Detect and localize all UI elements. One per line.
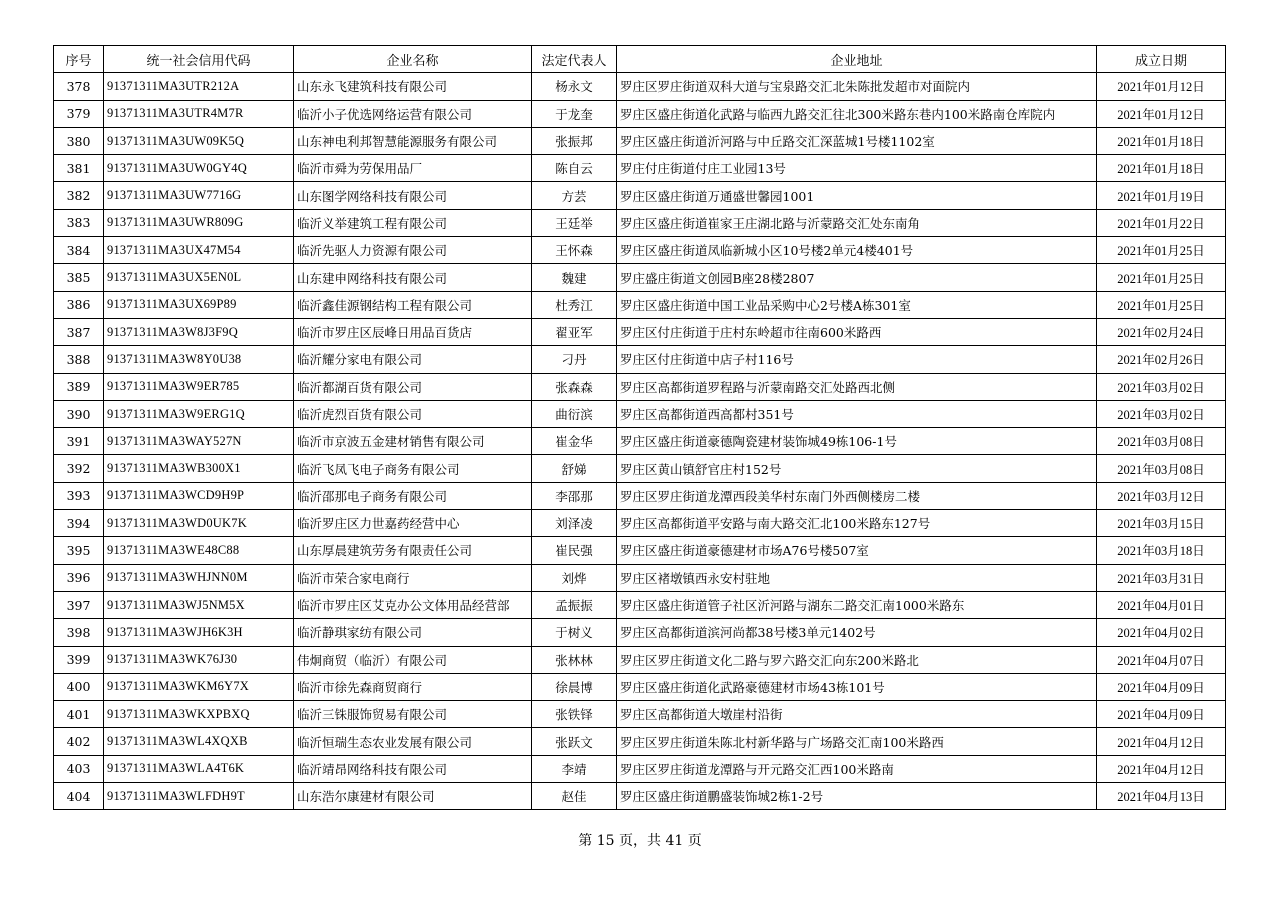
cell-credit-code: 91371311MA3UW09K5Q — [104, 127, 294, 154]
cell-credit-code: 91371311MA3WJ5NM5X — [104, 591, 294, 618]
table-row — [54, 455, 1226, 482]
cell-address: 罗庄区盛庄街道凤临新城小区10号楼2单元4楼401号 — [617, 237, 1097, 264]
cell-company-name: 山东图学网络科技有限公司 — [294, 182, 532, 209]
cell-credit-code: 91371311MA3WLA4T6K — [104, 755, 294, 782]
table-row — [54, 428, 1226, 455]
cell-serial-no: 383 — [54, 209, 104, 236]
table-row — [54, 646, 1226, 673]
cell-company-name: 临沂鑫佳源钢结构工程有限公司 — [294, 291, 532, 318]
cell-established-date: 2021年04月12日 — [1097, 755, 1226, 782]
cell-address: 罗庄区高都街道滨河尚都38号楼3单元1402号 — [617, 619, 1097, 646]
cell-established-date: 2021年01月12日 — [1097, 100, 1226, 127]
table-row — [54, 591, 1226, 618]
cell-serial-no: 381 — [54, 155, 104, 182]
cell-legal-rep: 于龙奎 — [532, 100, 617, 127]
cell-established-date: 2021年01月25日 — [1097, 237, 1226, 264]
cell-serial-no: 379 — [54, 100, 104, 127]
table-row — [54, 537, 1226, 564]
table-row — [54, 127, 1226, 154]
cell-credit-code: 91371311MA3UTR4M7R — [104, 100, 294, 127]
cell-legal-rep: 魏建 — [532, 264, 617, 291]
cell-legal-rep: 翟亚军 — [532, 318, 617, 345]
cell-company-name: 临沂市罗庄区辰峰日用品百货店 — [294, 318, 532, 345]
cell-address: 罗庄区盛庄街道中国工业品采购中心2号楼A栋301室 — [617, 291, 1097, 318]
cell-company-name: 临沂恒瑞生态农业发展有限公司 — [294, 728, 532, 755]
table-row — [54, 73, 1226, 100]
cell-established-date: 2021年04月07日 — [1097, 646, 1226, 673]
cell-legal-rep: 杜秀江 — [532, 291, 617, 318]
cell-address: 罗庄区盛庄街道万通盛世馨园1001 — [617, 182, 1097, 209]
cell-established-date: 2021年04月12日 — [1097, 728, 1226, 755]
table-body — [54, 73, 1226, 810]
cell-credit-code: 91371311MA3WAY527N — [104, 428, 294, 455]
cell-credit-code: 91371311MA3WD0UK7K — [104, 510, 294, 537]
cell-credit-code: 91371311MA3WLFDH9T — [104, 783, 294, 810]
cell-company-name: 伟炯商贸（临沂）有限公司 — [294, 646, 532, 673]
cell-serial-no: 396 — [54, 564, 104, 591]
cell-serial-no: 380 — [54, 127, 104, 154]
table-row — [54, 100, 1226, 127]
cell-legal-rep: 张跃文 — [532, 728, 617, 755]
cell-legal-rep: 赵佳 — [532, 783, 617, 810]
cell-established-date: 2021年01月19日 — [1097, 182, 1226, 209]
cell-established-date: 2021年04月09日 — [1097, 673, 1226, 700]
cell-established-date: 2021年03月08日 — [1097, 428, 1226, 455]
table-row — [54, 182, 1226, 209]
cell-address: 罗庄区高都街道罗程路与沂蒙南路交汇处路西北侧 — [617, 373, 1097, 400]
cell-legal-rep: 崔金华 — [532, 428, 617, 455]
cell-established-date: 2021年01月25日 — [1097, 291, 1226, 318]
cell-serial-no: 402 — [54, 728, 104, 755]
cell-legal-rep: 李靖 — [532, 755, 617, 782]
cell-address: 罗庄区盛庄街道化武路与临西九路交汇往北300米路东巷内100米路南仓库院内 — [617, 100, 1097, 127]
cell-company-name: 临沂市罗庄区艾克办公文体用品经营部 — [294, 591, 532, 618]
cell-credit-code: 91371311MA3WJH6K3H — [104, 619, 294, 646]
cell-address: 罗庄区盛庄街道沂河路与中丘路交汇深蓝城1号楼1102室 — [617, 127, 1097, 154]
cell-legal-rep: 王怀森 — [532, 237, 617, 264]
cell-legal-rep: 曲衍滨 — [532, 400, 617, 427]
cell-serial-no: 394 — [54, 510, 104, 537]
table-row — [54, 701, 1226, 728]
cell-legal-rep: 张森森 — [532, 373, 617, 400]
cell-address: 罗庄区罗庄街道朱陈北村新华路与广场路交汇南100米路西 — [617, 728, 1097, 755]
cell-serial-no: 401 — [54, 701, 104, 728]
table-row — [54, 673, 1226, 700]
cell-credit-code: 91371311MA3UTR212A — [104, 73, 294, 100]
cell-credit-code: 91371311MA3WE48C88 — [104, 537, 294, 564]
cell-legal-rep: 崔民强 — [532, 537, 617, 564]
cell-address: 罗庄区罗庄街道双科大道与宝泉路交汇北朱陈批发超市对面院内 — [617, 73, 1097, 100]
cell-established-date: 2021年01月12日 — [1097, 73, 1226, 100]
header-row — [54, 46, 1226, 73]
cell-established-date: 2021年03月31日 — [1097, 564, 1226, 591]
cell-address: 罗庄区罗庄街道文化二路与罗六路交汇向东200米路北 — [617, 646, 1097, 673]
table-row — [54, 209, 1226, 236]
enterprise-table — [53, 45, 1226, 810]
cell-established-date: 2021年03月02日 — [1097, 400, 1226, 427]
cell-company-name: 山东建申网络科技有限公司 — [294, 264, 532, 291]
cell-serial-no: 397 — [54, 591, 104, 618]
cell-legal-rep: 刘烨 — [532, 564, 617, 591]
cell-serial-no: 384 — [54, 237, 104, 264]
table-row — [54, 400, 1226, 427]
cell-serial-no: 403 — [54, 755, 104, 782]
cell-credit-code: 91371311MA3WHJNN0M — [104, 564, 294, 591]
cell-serial-no: 398 — [54, 619, 104, 646]
table-row — [54, 237, 1226, 264]
table-row — [54, 373, 1226, 400]
cell-address: 罗庄区黄山镇舒官庄村152号 — [617, 455, 1097, 482]
cell-company-name: 临沂飞凤飞电子商务有限公司 — [294, 455, 532, 482]
cell-company-name: 临沂义举建筑工程有限公司 — [294, 209, 532, 236]
cell-established-date: 2021年03月18日 — [1097, 537, 1226, 564]
cell-legal-rep: 陈自云 — [532, 155, 617, 182]
cell-legal-rep: 刁丹 — [532, 346, 617, 373]
header-serial-no: 序号 — [54, 46, 104, 73]
cell-serial-no: 378 — [54, 73, 104, 100]
cell-address: 罗庄付庄街道付庄工业园13号 — [617, 155, 1097, 182]
cell-credit-code: 91371311MA3WKM6Y7X — [104, 673, 294, 700]
cell-company-name: 临沂罗庄区力世嘉药经营中心 — [294, 510, 532, 537]
cell-company-name: 临沂耀分家电有限公司 — [294, 346, 532, 373]
cell-credit-code: 91371311MA3WK76J30 — [104, 646, 294, 673]
table-row — [54, 755, 1226, 782]
cell-legal-rep: 张铁铎 — [532, 701, 617, 728]
cell-address: 罗庄区高都街道大墩崖村沿街 — [617, 701, 1097, 728]
header-established-date: 成立日期 — [1097, 46, 1226, 73]
cell-serial-no: 386 — [54, 291, 104, 318]
cell-address: 罗庄区盛庄街道鹏盛装饰城2栋1-2号 — [617, 783, 1097, 810]
cell-address: 罗庄区付庄街道中店子村116号 — [617, 346, 1097, 373]
table-header — [54, 46, 1226, 73]
cell-serial-no: 385 — [54, 264, 104, 291]
cell-address: 罗庄区罗庄街道龙潭西段美华村东南门外西侧楼房二楼 — [617, 482, 1097, 509]
cell-legal-rep: 孟振振 — [532, 591, 617, 618]
cell-company-name: 临沂虎烈百货有限公司 — [294, 400, 532, 427]
table-row — [54, 564, 1226, 591]
cell-address: 罗庄区盛庄街道豪德建材市场A76号楼507室 — [617, 537, 1097, 564]
cell-address: 罗庄区褚墩镇西永安村驻地 — [617, 564, 1097, 591]
cell-legal-rep: 方芸 — [532, 182, 617, 209]
cell-credit-code: 91371311MA3W8J3F9Q — [104, 318, 294, 345]
cell-credit-code: 91371311MA3WB300X1 — [104, 455, 294, 482]
cell-credit-code: 91371311MA3UX69P89 — [104, 291, 294, 318]
cell-serial-no: 390 — [54, 400, 104, 427]
cell-address: 罗庄区付庄街道于庄村东岭超市往南600米路西 — [617, 318, 1097, 345]
cell-company-name: 山东神电利邦智慧能源服务有限公司 — [294, 127, 532, 154]
cell-company-name: 临沂先驱人力资源有限公司 — [294, 237, 532, 264]
cell-serial-no: 395 — [54, 537, 104, 564]
table-row — [54, 619, 1226, 646]
table-row — [54, 783, 1226, 810]
cell-credit-code: 91371311MA3UX47M54 — [104, 237, 294, 264]
cell-credit-code: 91371311MA3W9ERG1Q — [104, 400, 294, 427]
header-legal-rep: 法定代表人 — [532, 46, 617, 73]
cell-legal-rep: 于树义 — [532, 619, 617, 646]
cell-serial-no: 392 — [54, 455, 104, 482]
cell-established-date: 2021年03月02日 — [1097, 373, 1226, 400]
cell-established-date: 2021年04月01日 — [1097, 591, 1226, 618]
header-company-name: 企业名称 — [294, 46, 532, 73]
cell-credit-code: 91371311MA3UWR809G — [104, 209, 294, 236]
cell-address: 罗庄区高都街道平安路与南大路交汇北100米路东127号 — [617, 510, 1097, 537]
cell-legal-rep: 舒娣 — [532, 455, 617, 482]
cell-serial-no: 388 — [54, 346, 104, 373]
cell-credit-code: 91371311MA3W9ER785 — [104, 373, 294, 400]
cell-company-name: 临沂靖昂网络科技有限公司 — [294, 755, 532, 782]
cell-serial-no: 391 — [54, 428, 104, 455]
table-row — [54, 482, 1226, 509]
cell-company-name: 临沂静琪家纺有限公司 — [294, 619, 532, 646]
cell-established-date: 2021年01月18日 — [1097, 155, 1226, 182]
cell-legal-rep: 李邵那 — [532, 482, 617, 509]
cell-serial-no: 382 — [54, 182, 104, 209]
cell-legal-rep: 张林林 — [532, 646, 617, 673]
cell-established-date: 2021年02月26日 — [1097, 346, 1226, 373]
cell-established-date: 2021年04月13日 — [1097, 783, 1226, 810]
cell-credit-code: 91371311MA3WCD9H9P — [104, 482, 294, 509]
cell-company-name: 临沂市舜为劳保用品厂 — [294, 155, 532, 182]
cell-serial-no: 400 — [54, 673, 104, 700]
cell-company-name: 山东厚晨建筑劳务有限责任公司 — [294, 537, 532, 564]
table-row — [54, 728, 1226, 755]
cell-legal-rep: 王廷举 — [532, 209, 617, 236]
cell-established-date: 2021年03月12日 — [1097, 482, 1226, 509]
cell-serial-no: 387 — [54, 318, 104, 345]
cell-company-name: 临沂三铢服饰贸易有限公司 — [294, 701, 532, 728]
cell-established-date: 2021年03月08日 — [1097, 455, 1226, 482]
cell-legal-rep: 刘泽凌 — [532, 510, 617, 537]
cell-address: 罗庄区罗庄街道龙潭路与开元路交汇西100米路南 — [617, 755, 1097, 782]
table-row — [54, 264, 1226, 291]
cell-established-date: 2021年03月15日 — [1097, 510, 1226, 537]
cell-legal-rep: 徐晨博 — [532, 673, 617, 700]
cell-company-name: 临沂小子优选网络运营有限公司 — [294, 100, 532, 127]
cell-credit-code: 91371311MA3UW7716G — [104, 182, 294, 209]
cell-address: 罗庄区盛庄街道管子社区沂河路与湖东二路交汇南1000米路东 — [617, 591, 1097, 618]
cell-established-date: 2021年04月09日 — [1097, 701, 1226, 728]
cell-address: 罗庄区盛庄街道崔家王庄湖北路与沂蒙路交汇处东南角 — [617, 209, 1097, 236]
cell-established-date: 2021年02月24日 — [1097, 318, 1226, 345]
cell-serial-no: 399 — [54, 646, 104, 673]
table-row — [54, 346, 1226, 373]
cell-company-name: 临沂都湖百货有限公司 — [294, 373, 532, 400]
cell-credit-code: 91371311MA3WL4XQXB — [104, 728, 294, 755]
cell-established-date: 2021年01月25日 — [1097, 264, 1226, 291]
cell-company-name: 山东浩尔康建材有限公司 — [294, 783, 532, 810]
cell-company-name: 临沂市荣合家电商行 — [294, 564, 532, 591]
table-row — [54, 318, 1226, 345]
table-row — [54, 510, 1226, 537]
header-address: 企业地址 — [617, 46, 1097, 73]
table-row — [54, 291, 1226, 318]
cell-established-date: 2021年01月22日 — [1097, 209, 1226, 236]
cell-credit-code: 91371311MA3UW0GY4Q — [104, 155, 294, 182]
cell-address: 罗庄区高都街道西高都村351号 — [617, 400, 1097, 427]
cell-company-name: 山东永飞建筑科技有限公司 — [294, 73, 532, 100]
cell-serial-no: 393 — [54, 482, 104, 509]
cell-company-name: 临沂市京波五金建材销售有限公司 — [294, 428, 532, 455]
cell-credit-code: 91371311MA3WKXPBXQ — [104, 701, 294, 728]
cell-credit-code: 91371311MA3W8Y0U38 — [104, 346, 294, 373]
cell-credit-code: 91371311MA3UX5EN0L — [104, 264, 294, 291]
cell-company-name: 临沂市徐先森商贸商行 — [294, 673, 532, 700]
cell-address: 罗庄区盛庄街道豪德陶瓷建材装饰城49栋106-1号 — [617, 428, 1097, 455]
cell-serial-no: 404 — [54, 783, 104, 810]
page-footer: 第 15 页，共 41 页 — [578, 833, 702, 849]
cell-company-name: 临沂邵那电子商务有限公司 — [294, 482, 532, 509]
cell-established-date: 2021年01月18日 — [1097, 127, 1226, 154]
table-row — [54, 155, 1226, 182]
cell-legal-rep: 张振邦 — [532, 127, 617, 154]
cell-legal-rep: 杨永文 — [532, 73, 617, 100]
header-credit-code: 统一社会信用代码 — [104, 46, 294, 73]
cell-serial-no: 389 — [54, 373, 104, 400]
cell-established-date: 2021年04月02日 — [1097, 619, 1226, 646]
cell-address: 罗庄区盛庄街道化武路豪德建材市场43栋101号 — [617, 673, 1097, 700]
cell-address: 罗庄盛庄街道文创园B座28楼2807 — [617, 264, 1097, 291]
